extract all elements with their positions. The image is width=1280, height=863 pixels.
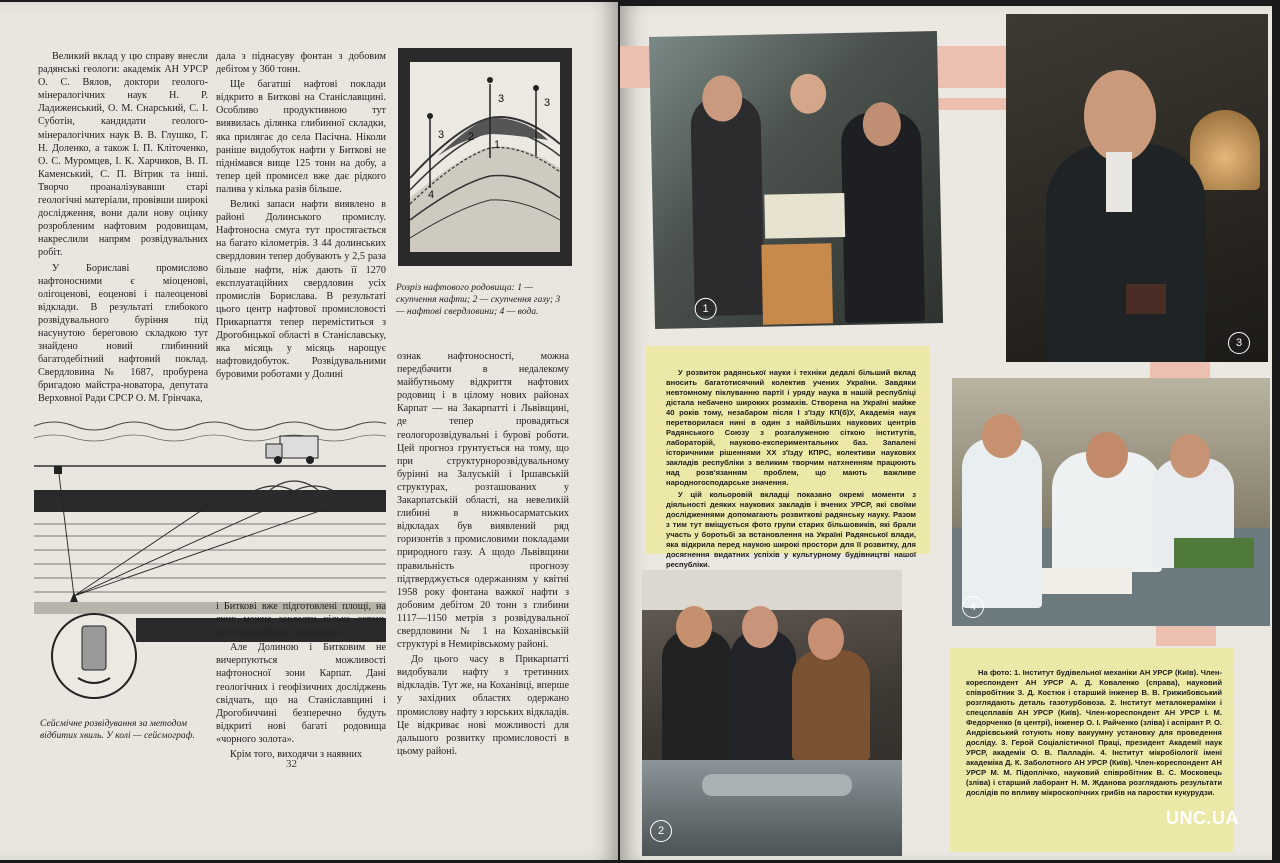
seismic-caption: Сейсмічне розвідування за методом відбитих хвиль. У колі — сейсмограф. [40,718,195,741]
right-page [620,6,1272,860]
diagram-label: 1 [494,139,501,151]
paragraph: Ще багатші нафтові поклади відкрито в Биткові на Станіславщині. Особливо продуктивною тут виявилась ділянка глибинної складки, яка прилягає до села Пасічна. Ніколи раніше видобуток нафти у Биткові не піднімався вище 125 тонн на добу, а тепер цей промисел вже дає рідкого палива у кілька разів більше. [216,79,386,195]
intro-text-box [646,346,930,569]
paragraph: дала з піднасуву фонтан з добовим дебітом у 360 тонн. [216,51,386,76]
text-column-1 [38,50,208,408]
photo-badge: 3 [1228,332,1250,354]
photo-3 [1006,14,1268,362]
paragraph: У Бориславі промислово нафтоносними є міоценові, олігоценові, еоценові і палеоценові відклади. В результаті глибокого розвідувального буріння під насунутою береговою складкою тут знайдено новий глибинний багатодебітний нафтовий поклад. Свердловина № 1687, пробурена бригадою майстра-новатора, депутата Верховної Ради СРСР О. М. Грінчака, [38,262,208,405]
paragraph: Великі запаси нафти виявлено в районі Долинського промислу. Нафтоносна смуга тут простягається на багато кілометрів. З 44 долинських свердловин тепер добувають у 2,5 раза більше нафти, ніж дають її 1270 експлуатаційних свердловин усіх промислів Борислава. В результаті цього центр нафтової промисловості Прикарпаття тепер переміститься з Дрогобицької області в Станіславську, яка місяць у місяць нарощує нафтовидобуток. Розвідувальними буровими роботами у Долині [216,199,386,381]
paragraph: У цій кольоровій вкладці показано окремі моменти з діяльності деяких наукових закладів і вчених УРСР, які своїми дослідженнями допомагають розвиткові радянську науку. Разом з тим тут вміщується фото групи старих більшовиків, які брали участь у боротьбі за встановлення на Україні Радянської влади, яка відкрила перед наукою широкі простори для її розвитку, для досягнення видатних успіхів у культурному будівництві нашої республіки. [666,490,916,569]
oil-diagram-caption: Розріз нафтового родовища: 1 — скупчення нафти; 2 — скупчення газу; 3 — нафтові свердловини; 4 — вода. [396,282,561,317]
paragraph: Крім того, виходячи з наявних [230,749,363,761]
paragraph: Але Долиною і Битковим не вичерпуються можливості нафтоносної зони Карпат. Дані геологічних і геофізичних досліджень свідчать, що на Станіславщині і Дрогобиччині безперечно будуть відкриті нові багаті родовища «чорного золота». [216,642,386,745]
left-page [0,2,618,860]
paragraph: ознак нафтоносності, можна передбачити в недалекому майбутньому відкриття нафтових родовищ і в цілому нових районах Карпат — на Закарпатті і Львівщині, де тепер провадяться геологорозвідувальні і бурові роботи. Цей прогноз грунтується на тому, що при структурнорозвідувальному бурінні на Залуській і Іршавській структурах, розташованих у Закарпатській області, на невеликій глибині в нижньосарматських відкладах був виявлений ряд горизонтів з промисловими покладами природного газу. А щодо Львівщини правильність прогнозу підтверджується одержанням у квітні 1958 року фонтана важкої нафти з добовим дебітом 20 тонн з глибини 1117—1150 метрів з розвідувальної свердловини № 1 на Коханівській структурі в Немирівському районі. [397,351,569,651]
diagram-label: 4 [428,189,435,201]
photo-4 [952,378,1270,626]
page-number: 32 [286,758,297,770]
text-column-3 [397,350,569,760]
paragraph: і Биткові вже підготовлені площі, на яких можна закласти кілька сотень експлуатаційних свердловин. [216,601,386,639]
paragraph: У розвиток радянської науки і техніки дедалі більший вклад вносить багатотисячний колектив учених України. Завдяки невтомному піклуванню партії і уряду наука в нашій республіці дістала небачено широких розмахів. Створена на Україні майже 40 років тому, незабаром після І з'їзду КП(б)У, Академія наук перетворилася нині в один з найбільших наукових центрів Радянського Союзу з розгалуженою сіткою інститутів, лабораторій, науково-експериментальних баз. Запалені історичними рішеннями XX з'їзду КПРС, колективи наукових закладів республіки з великим творчим натхненням працюють над розв'язанням проблем, що мають важливе народногосподарське значення. [666,368,916,487]
decorative-stripe [1156,626,1216,646]
paragraph: На фото: 1. Інститут будівельної механіки АН УРСР (Київ). Член-кореспондент АН УРСР А. Д. Коваленко (справа), науковий співробітник З. Д. Костюк і старший інженер В. В. Грижибовський розглядають деталь газотурбовоза. 2. Інститут металокераміки і спецсплавів АН УРСР (Київ). Член-кореспондент АН УРСР І. М. Федорченко (в центрі), інженер О. І. Райченко (зліва) і аспірант Р. О. Андрієвський готують нову вакуумну установку для проведення досліду. 3. Герой Соціалістичної Праці, президент Академії наук УРСР, академік О. В. Палладін. 4. Інститут мікробіології імені академіка Д. К. Заболотного АН УРСР (Київ). Член-кореспондент АН УРСР М. М. Підоплічко, науковий співробітник В. С. Московець (зліва) і старший лаборант Н. М. Жданова розглядають результати дослідів по впливу мікроскопічних грибів на паростки кукурудзи. [966,668,1222,797]
photo-badge: 4 [962,596,984,618]
paragraph: Великий вклад у цю справу внесли радянські геологи: академік АН УРСР О. С. Вялов, доктори геолого-мінералогічних наук Н. Р. Ладиженський, О. М. Снарський, С. І. Суботін, кандидати геолого-мінералогічних наук В. В. Глушко, Г. Н. Доленко, а також І. П. Кліточенко, О. С. Муромцев, І. К. Харчиков, В. П. Каменський, С. П. Вітрик та інші. Творчо проаналізувавши старі геологічні матеріали, провівши широкі дослідження, вони дали нову оцінку розробленим нафтовим родовищам, накреслили напрям розвідувальних робіт. [38,51,208,259]
oil-field-diagram [398,48,572,266]
text-column-2-bottom [216,600,386,763]
diagram-label: 2 [468,131,475,143]
diagram-label: 3 [498,93,505,105]
photo-badge: 1 [694,298,716,320]
paragraph: До цього часу в Прикарпатті видобували нафту з третинних відкладів. Тут же, на Коханівці, вперше у західних областях одержано промислову нафту з юрських відкладів. Це відкриває нові можливості для дальшого розвитку промисловості в цьому районі. [397,654,569,757]
watermark-logo: UNC.UA [1166,808,1239,828]
text-column-2 [216,50,386,383]
photo-2 [642,570,902,856]
photo-1 [649,31,943,329]
diagram-label: 3 [438,129,445,141]
diagram-label: 3 [544,97,551,109]
photo-badge: 2 [650,820,672,842]
